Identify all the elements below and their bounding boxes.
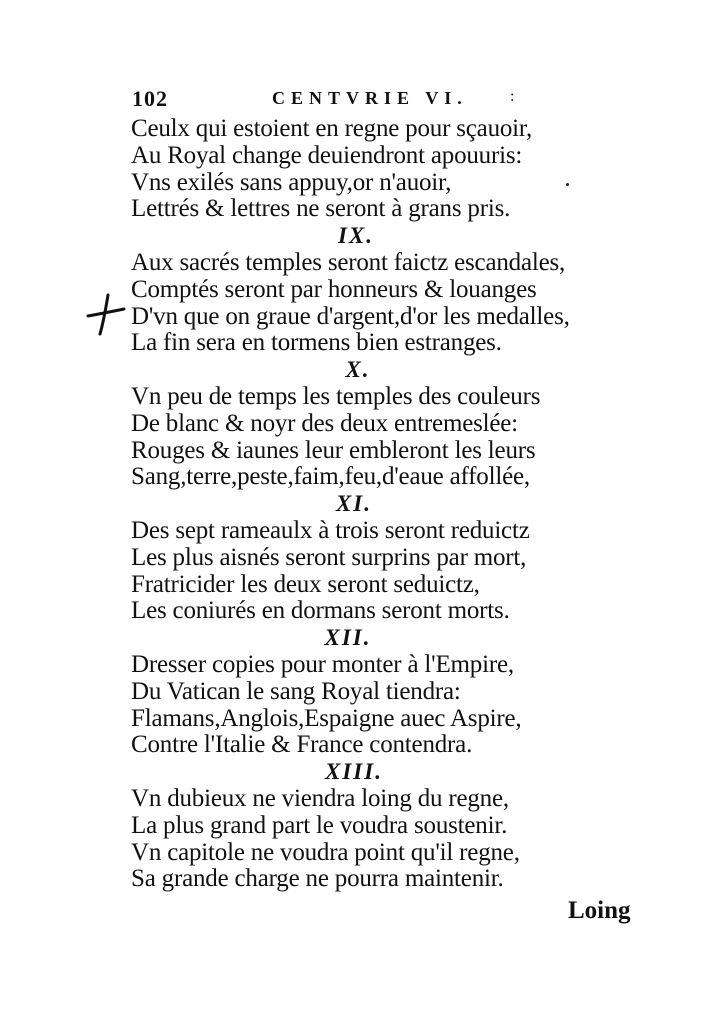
verse-line: De blanc & noyr des deux entremeslée: xyxy=(131,409,518,437)
verse-line: Contre l'Italie & France contendra. xyxy=(131,731,473,759)
verse-line: La plus grand part le voudra soustenir. xyxy=(131,811,508,839)
verse-numeral: IX. xyxy=(337,223,375,249)
verse-line: Ceulx qui estoient en regne pour sçauoir, xyxy=(131,115,533,142)
verse-line: Aux sacrés temples seront faictz escandales, xyxy=(131,248,566,276)
verse xyxy=(131,491,601,625)
running-head: CENTVRIE VI. xyxy=(272,88,468,108)
verse-line: Flamans,Anglois,Espaigne auec Aspire, xyxy=(131,704,522,732)
verse xyxy=(131,759,601,893)
verse-numeral: XIII. xyxy=(325,759,383,785)
verse-line: Du Vatican le sang Royal tiendra: xyxy=(131,677,461,705)
verse-line: Comptés seront par honneurs & louanges xyxy=(131,275,537,303)
header-mark: : xyxy=(510,88,515,105)
verse-line: Rouges & iaunes leur embleront les leurs xyxy=(131,436,536,464)
verse-line: Lettrés & lettres ne seront à grans pris. xyxy=(131,195,511,223)
verse-line: D'vn que on graue d'argent,d'or les medalles, xyxy=(131,302,570,330)
catchword: Loing xyxy=(568,897,631,924)
verse-line: Fratricider les deux seront seduictz, xyxy=(131,570,480,598)
verse-numeral: XI. xyxy=(335,491,373,517)
verse xyxy=(131,357,601,491)
verse-line: Les plus aisnés seront surprins par mort, xyxy=(131,543,527,571)
verse-line: Vns exilés sans appuy,or n'auoir, xyxy=(131,168,452,196)
verse-line: Vn capitole ne voudra point qu'il regne, xyxy=(131,838,520,866)
verse-line: Au Royal change deuiendront apouuris: xyxy=(131,141,523,169)
verse xyxy=(131,116,601,223)
verse-line: Dresser copies pour monter à l'Empire, xyxy=(131,650,514,678)
verse-line: Vn peu de temps les temples des couleurs xyxy=(131,382,541,410)
verse-numeral: X. xyxy=(345,357,371,383)
verse-line: Sang,terre,peste,faim,feu,d'eaue affollée, xyxy=(131,463,530,491)
verse-line: La fin sera en tormens bien estranges. xyxy=(131,329,502,357)
verse-line: Vn dubieux ne viendra loing du regne, xyxy=(131,784,509,812)
verse-text-block xyxy=(131,116,601,893)
page-number: 102 xyxy=(132,86,168,111)
verse-numeral: XII. xyxy=(324,625,372,651)
verse-line: Sa grande charge ne pourra maintenir. xyxy=(131,865,504,893)
verse-line: Les coniurés en dormans seront morts. xyxy=(131,597,510,625)
verse-line: Des sept rameaulx à trois seront reduictz xyxy=(131,516,530,544)
verse xyxy=(131,625,601,759)
handwritten-cross-mark xyxy=(84,292,126,336)
verse xyxy=(131,223,601,357)
ink-speck xyxy=(566,183,569,186)
